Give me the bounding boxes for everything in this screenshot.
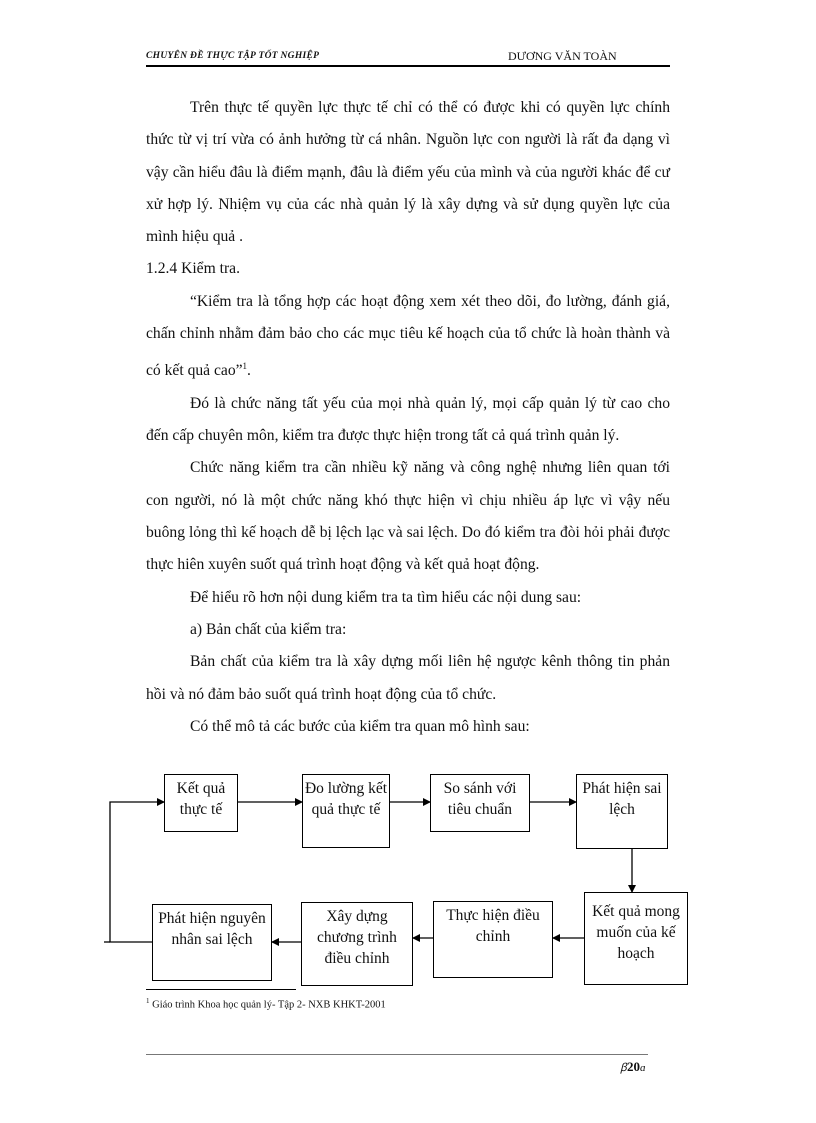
footnote-rule bbox=[146, 989, 296, 990]
paragraph-8: Có thể mô tả các bước của kiểm tra quan mô hình sau: bbox=[190, 717, 530, 735]
box-phat-hien-nguyen-nhan: Phát hiện nguyên nhân sai lệch bbox=[152, 904, 272, 981]
box-ket-qua-mong-muon: Kết quả mong muốn của kế hoạch bbox=[584, 892, 688, 985]
header-title: CHUYÊN ĐỀ THỰC TẬP TỐT NGHIỆP bbox=[146, 51, 320, 61]
header-author: DƯƠNG VĂN TOÀN bbox=[508, 49, 617, 63]
paragraph-2-text: “Kiểm tra là tổng hợp các hoạt động xem xét theo dõi, đo lường, đánh giá, chấn chỉnh nhằm đảm bảo cho các mục tiêu kế hoạch của tổ chức là hoàn thành và có kết quả cao” bbox=[146, 292, 670, 380]
paragraph-3: Đó là chức năng tất yếu của mọi nhà quản lý, mọi cấp quản lý từ cao cho đến cấp chuyên môn, kiểm tra được thực hiện trong tất cả quá trình quản lý. bbox=[146, 394, 670, 445]
ornament-right-icon: ɑ bbox=[639, 1062, 646, 1074]
box-do-luong: Đo lường kết quả thực tế bbox=[302, 774, 390, 848]
footnote bbox=[146, 997, 386, 1011]
box-thuc-hien-dieu-chinh: Thực hiện điều chỉnh bbox=[433, 901, 553, 978]
ornament-left-icon: ꞵ bbox=[620, 1062, 627, 1074]
body-text bbox=[146, 92, 670, 743]
paragraph-2-end: . bbox=[247, 362, 251, 380]
box-phat-hien-sai-lech: Phát hiện sai lệch bbox=[576, 774, 668, 849]
footnote-mark: 1 bbox=[146, 997, 150, 1005]
footnote-text: Giáo trình Khoa học quản lý- Tập 2- NXB KHKT-2001 bbox=[149, 999, 386, 1011]
paragraph-5: Để hiểu rõ hơn nội dung kiểm tra ta tìm hiểu các nội dung sau: bbox=[190, 588, 582, 606]
paragraph-2 bbox=[146, 286, 670, 388]
page-number-value: 20 bbox=[626, 1059, 640, 1074]
paragraph-6: a) Bản chất của kiểm tra: bbox=[190, 620, 347, 638]
paragraph-4: Chức năng kiểm tra cần nhiều kỹ năng và công nghệ nhưng liên quan tới con người, nó là một chức năng khó thực hiện vì chịu nhiều áp lực vì vậy nếu buông lỏng thì kế hoạch dễ bị lệch lạc và sai lệch. Do đó kiểm tra đòi hỏi phải được thực hiên xuyên suốt quá trình hoạt động và kết quả hoạt động. bbox=[146, 459, 670, 574]
paragraph-1: Trên thực tế quyền lực thực tế chỉ có thể có được khi có quyền lực chính thức từ vị trí vừa có ảnh hưởng từ cá nhân. Nguồn lực con người là rất đa dạng vì vậy cần hiểu đâu là điểm mạnh, đâu là điểm yếu của mình và của người khác để cư xử hợp lý. Nhiệm vụ của các nhà quản lý là xây dựng và sử dụng quyền lực của mình hiệu quả . bbox=[146, 99, 670, 246]
box-xay-dung-chuong-trinh: Xây dựng chương trình điều chỉnh bbox=[301, 902, 413, 986]
box-ket-qua-thuc-te: Kết quả thực tế bbox=[164, 774, 238, 832]
footer-rule bbox=[146, 1054, 648, 1055]
section-heading: 1.2.4 Kiểm tra. bbox=[146, 260, 240, 278]
page-number bbox=[620, 1059, 645, 1075]
footnote-ref[interactable]: 1 bbox=[242, 361, 248, 372]
paragraph-7: Bản chất của kiểm tra là xây dựng mối liên hệ ngược kênh thông tin phản hồi và nó đảm bảo suốt quá trình hoạt động của tổ chức. bbox=[146, 653, 670, 703]
box-so-sanh: So sánh với tiêu chuẩn bbox=[430, 774, 530, 832]
header-rule bbox=[146, 65, 670, 67]
